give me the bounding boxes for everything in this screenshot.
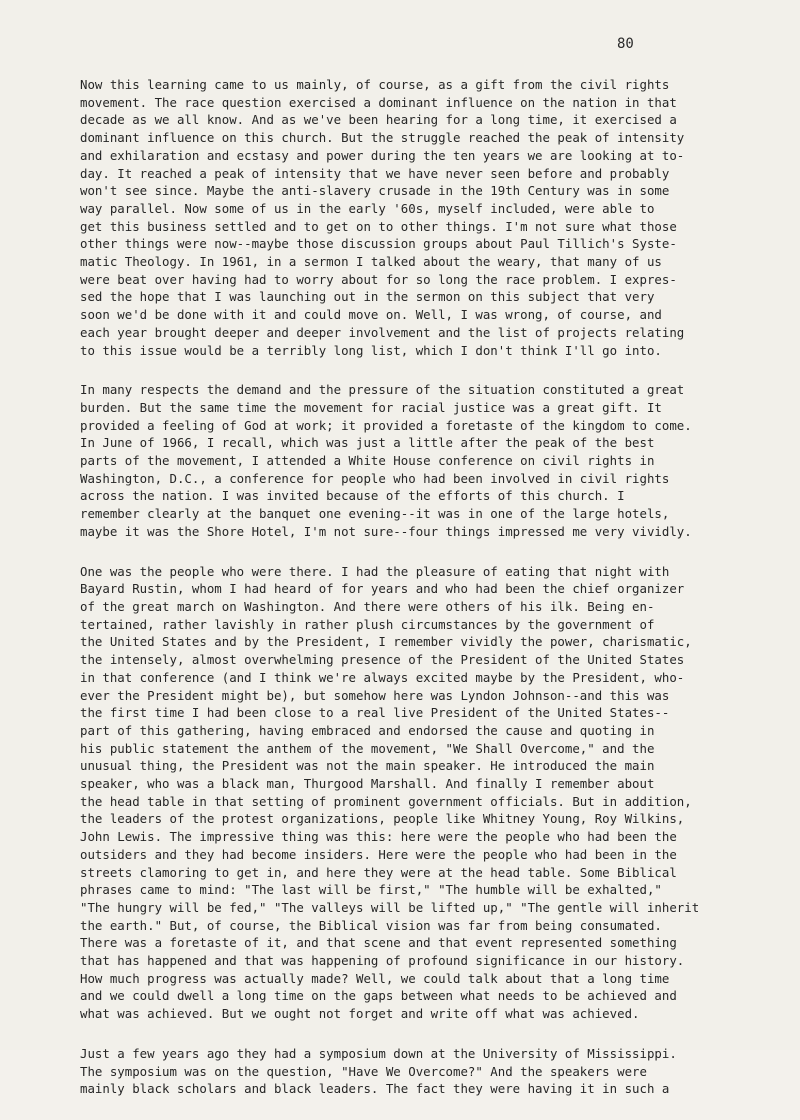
text-line: Washington, D.C., a conference for people who had been involved in civil rights [80,470,670,486]
text-line: How much progress was actually made? Well, we could talk about that a long time [80,970,670,986]
text-line: burden. But the same time the movement for racial justice was a great gift. It [80,399,662,415]
text-line: phrases came to mind: "The last will be first," "The humble will be exhalted," [80,882,662,898]
text-line: unusual thing, the President was not the main speaker. He introduced the main [80,758,655,774]
text-line: One was the people who were there. I had the pleasure of eating that night with [80,563,670,579]
text-line: and exhilaration and ecstasy and power during the ten years we are looking at to- [80,147,685,163]
text-line: maybe it was the Shore Hotel, I'm not sure--four things impressed me very vividly. [80,523,692,539]
text-line: were beat over having had to worry about for so long the race problem. I expres- [80,271,677,287]
text-line: across the nation. I was invited because of the efforts of this church. I [80,488,625,504]
text-line: outsiders and they had become insiders. Here were the people who had been in the [80,846,677,862]
text-line: his public statement the anthem of the movement, "We Shall Overcome," and the [80,740,655,756]
page-number: 80 [617,36,634,52]
text-line: soon we'd be done with it and could move on. Well, I was wrong, of course, and [80,307,662,323]
text-line: way parallel. Now some of us in the early '60s, myself included, were able to [80,200,655,216]
text-line: provided a feeling of God at work; it provided a foretaste of the kingdom to come. [80,417,692,433]
text-line: dominant influence on this church. But the struggle reached the peak of intensity [80,130,685,146]
text-line: get this business settled and to get on to other things. I'm not sure what those [80,218,677,234]
text-line: tertained, rather lavishly in rather plush circumstances by the government of [80,616,655,632]
text-line: movement. The race question exercised a dominant influence on the nation in that [80,94,677,110]
text-line: ever the President might be), but somehow here was Lyndon Johnson--and this was [80,687,670,703]
text-line: won't see since. Maybe the anti-slavery crusade in the 19th Century was in some [80,183,670,199]
text-line: day. It reached a peak of intensity that we have never seen before and probably [80,165,670,181]
text-line: Now this learning came to us mainly, of course, as a gift from the civil rights [80,77,670,92]
paragraph-white-house-conference [80,381,720,540]
text-line: other things were now--maybe those discussion groups about Paul Tillich's Syste- [80,236,677,252]
text-line: speaker, who was a black man, Thurgood Marshall. And finally I remember about [80,776,655,792]
text-line: the earth." But, of course, the Biblical vision was far from being consumated. [80,917,662,933]
text-line: the intensely, almost overwhelming presence of the President of the United States [80,652,685,668]
body-text [80,76,720,1120]
text-line: In many respects the demand and the pressure of the situation constituted a great [80,382,685,398]
text-line: parts of the movement, I attended a White House conference on civil rights in [80,453,655,469]
text-line: The symposium was on the question, "Have We Overcome?" And the speakers were [80,1063,647,1079]
text-line: what was achieved. But we ought not forget and write off what was achieved. [80,1006,640,1022]
text-line: part of this gathering, having embraced and endorsed the cause and quoting in [80,722,655,738]
text-line: In June of 1966, I recall, which was just a little after the peak of the best [80,435,655,451]
text-line: streets clamoring to get in, and here they were at the head table. Some Biblical [80,864,677,880]
text-line: remember clearly at the banquet one evening--it was in one of the large hotels, [80,506,670,522]
text-line: matic Theology. In 1961, in a sermon I talked about the weary, that many of us [80,254,662,270]
text-line: mainly black scholars and black leaders. The fact they were having it in such a [80,1081,670,1097]
text-line: that has happened and that was happening of profound significance in our history. [80,953,685,969]
text-line: There was a foretaste of it, and that scene and that event represented something [80,935,677,951]
text-line: the leaders of the protest organizations, people like Whitney Young, Roy Wilkins, [80,811,685,827]
text-line: the head table in that setting of prominent government officials. But in addition, [80,793,692,809]
text-line: Bayard Rustin, whom I had heard of for years and who had been the chief organizer [80,581,685,597]
text-line: in that conference (and I think we're always excited maybe by the President, who- [80,669,685,685]
text-line: of the great march on Washington. And there were others of his ilk. Being en- [80,598,655,614]
paragraph-banquet-memories [80,563,720,1023]
text-line: each year brought deeper and deeper involvement and the list of projects relating [80,324,685,340]
text-line: decade as we all know. And as we've been hearing for a long time, it exercised a [80,112,677,128]
text-line: and we could dwell a long time on the gaps between what needs to be achieved and [80,988,677,1004]
text-line: sed the hope that I was launching out in the sermon on this subject that very [80,289,655,305]
paragraph-mississippi-symposium [80,1045,720,1098]
text-line: Just a few years ago they had a symposium down at the University of Mississippi. [80,1045,677,1061]
text-line: "The hungry will be fed," "The valleys will be lifted up," "The gentle will inherit [80,899,700,915]
paragraph-civil-rights-gift [80,76,720,359]
text-line: John Lewis. The impressive thing was this: here were the people who had been the [80,829,677,845]
text-line: the United States and by the President, I remember vividly the power, charismatic, [80,634,692,650]
text-line: the first time I had been close to a real live President of the United States-- [80,705,670,721]
text-line: to this issue would be a terribly long list, which I don't think I'll go into. [80,342,662,358]
